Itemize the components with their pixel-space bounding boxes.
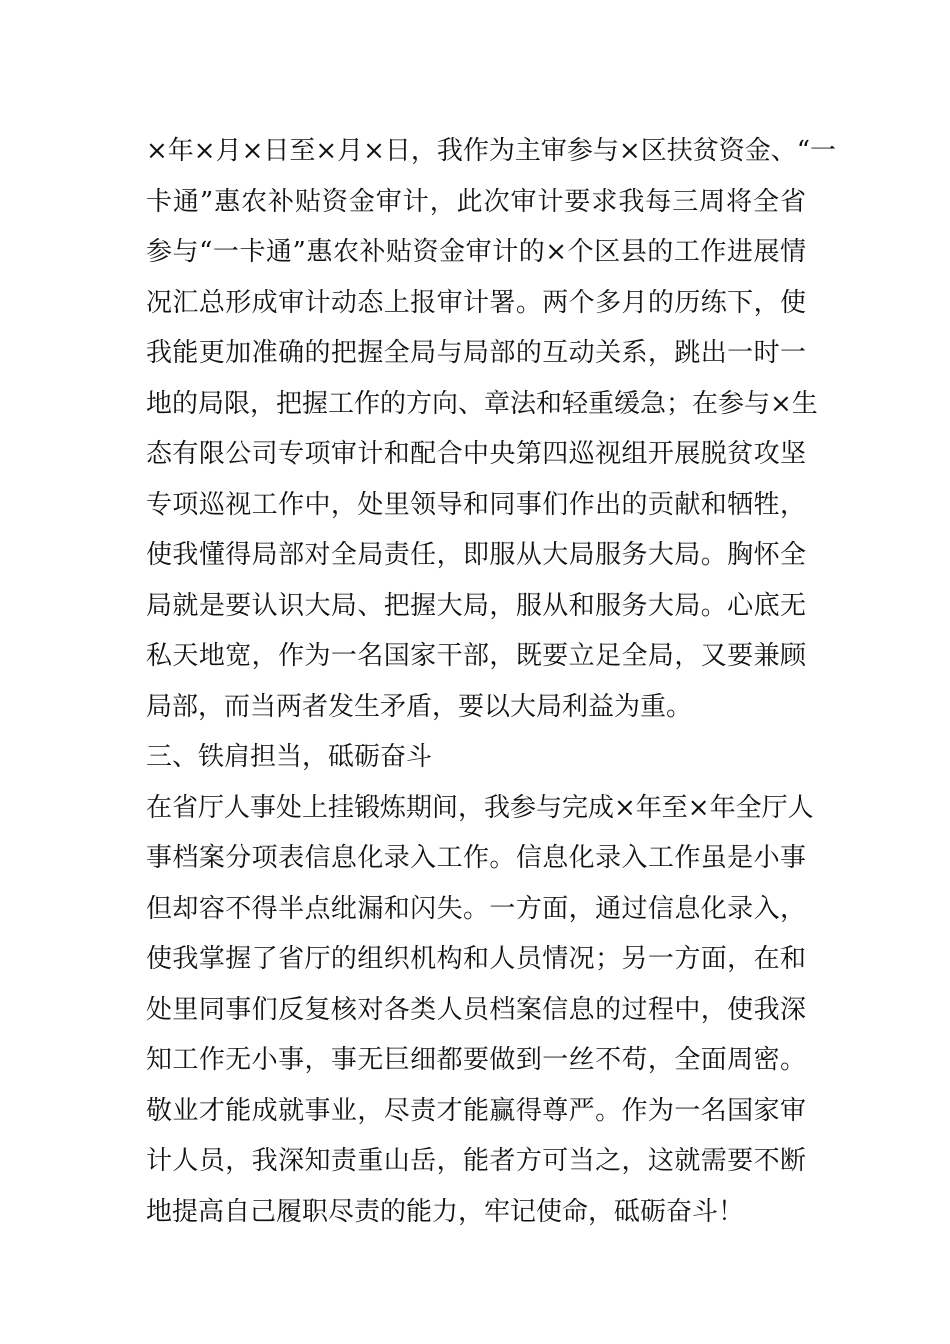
text-line-paragraph-end: 局部，而当两者发生矛盾，要以大局利益为重。 [146, 691, 693, 722]
text-line: 计人员，我深知责重山岳，能者方可当之，这就需要不断 [146, 1146, 806, 1176]
text-line: 知工作无小事，事无巨细都要做到一丝不苟，全面周密。 [146, 1045, 806, 1075]
text-line: 敬业才能成就事业，尽责才能赢得尊严。作为一名国家审 [146, 1095, 806, 1126]
text-line: 专项巡视工作中，处里领导和同事们作出的贡献和牺牲， [146, 489, 806, 520]
text-line-paragraph-end: 地提高自己履职尽责的能力，牢记使命，砥砺奋斗！ [146, 1196, 745, 1227]
text-line: 局就是要认识大局、把握大局，服从和服务大局。心底无 [146, 590, 806, 621]
text-line: 参与“一卡通”惠农补贴资金审计的×个区县的工作进展情 [146, 237, 806, 267]
text-line: 处里同事们反复核对各类人员档案信息的过程中，使我深 [146, 994, 806, 1025]
body-text [146, 126, 837, 1237]
text-line: 在省厅人事处上挂锻炼期间，我参与完成×年至×年全厅人 [146, 792, 814, 823]
text-line: ×年×月×日至×月×日，我作为主审参与×区扶贫资金、“一 [146, 136, 837, 166]
text-line: 卡通”惠农补贴资金审计，此次审计要求我每三周将全省 [146, 186, 806, 217]
text-line: 事档案分项表信息化录入工作。信息化录入工作虽是小事 [146, 843, 806, 873]
text-line: 况汇总形成审计动态上报审计署。两个多月的历练下，使 [146, 287, 806, 318]
text-line: 我能更加准确的把握全局与局部的互动关系，跳出一时一 [146, 338, 806, 368]
text-line: 使我懂得局部对全局责任，即服从大局服务大局。胸怀全 [146, 540, 806, 570]
text-line: 私天地宽，作为一名国家干部，既要立足全局，又要兼顾 [146, 641, 806, 671]
text-line: 但却容不得半点纰漏和闪失。一方面，通过信息化录入， [146, 893, 806, 924]
text-line: 态有限公司专项审计和配合中央第四巡视组开展脱贫攻坚 [146, 439, 806, 469]
section-heading: 三、铁肩担当，砥砺奋斗 [146, 742, 433, 772]
text-line: 地的局限，把握工作的方向、章法和轻重缓急；在参与×生 [146, 388, 818, 419]
text-line: 使我掌握了省厅的组织机构和人员情况；另一方面，在和 [146, 944, 806, 974]
